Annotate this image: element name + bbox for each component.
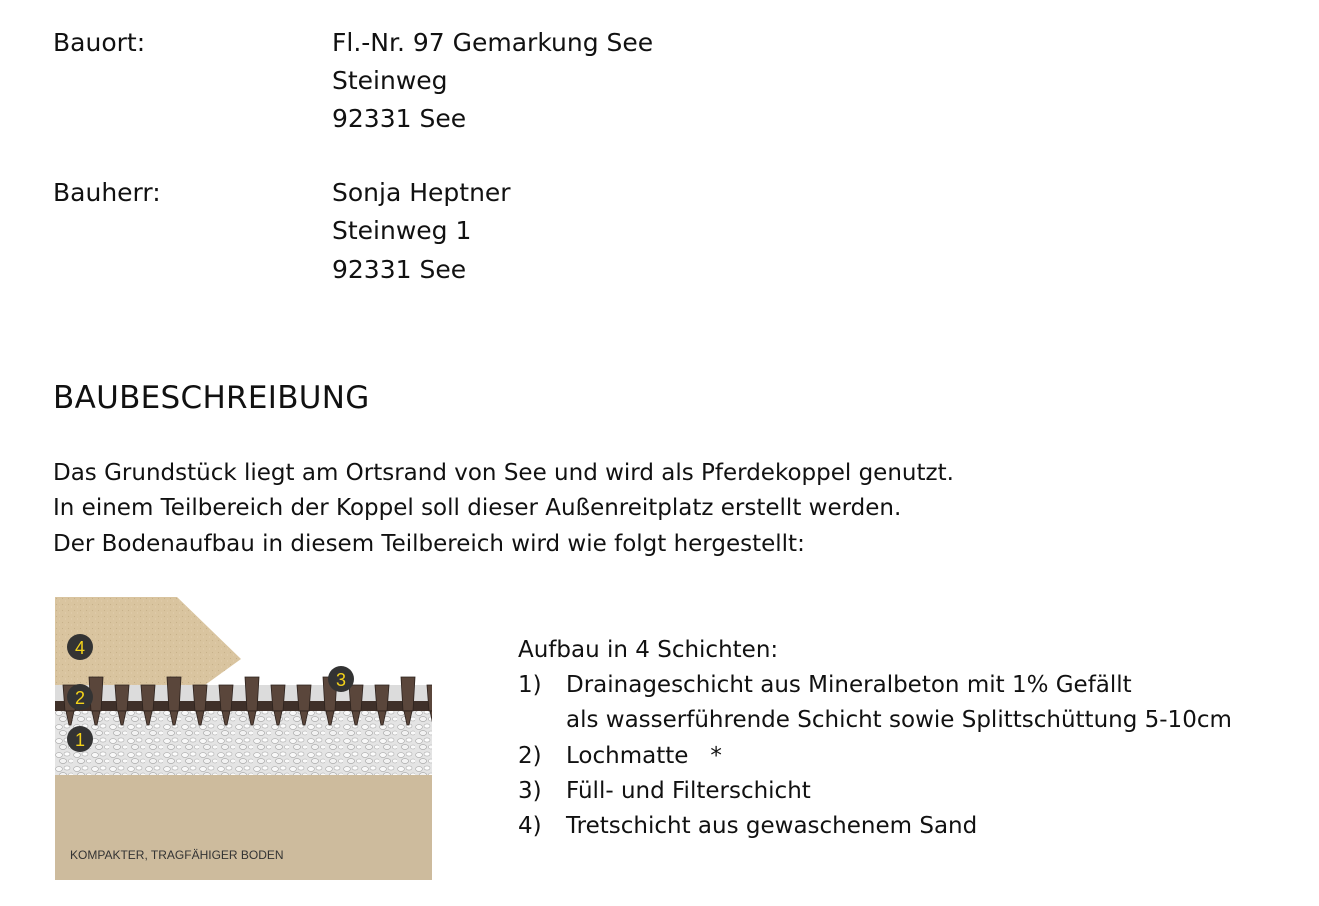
layer-number: 2): [518, 743, 542, 769]
svg-text:2: 2: [74, 688, 86, 708]
svg-text:4: 4: [74, 638, 86, 658]
mat-stud: [141, 685, 155, 711]
marker-1: [67, 726, 93, 752]
site-city: 92331 See: [332, 104, 467, 133]
mat-stud: [219, 685, 233, 711]
mat-stud: [115, 685, 129, 711]
site-street: Steinweg: [332, 66, 448, 95]
mat-stud: [349, 685, 363, 711]
client-name: Sonja Heptner: [332, 178, 511, 207]
layer-number: 1): [518, 672, 542, 698]
mat-stud: [271, 685, 285, 711]
description-line-1: Das Grundstück liegt am Ortsrand von See und wird als Pferdekoppel genutzt.: [53, 460, 954, 486]
client-city: 92331 See: [332, 255, 467, 284]
marker-2: [67, 684, 93, 710]
drainage-gravel: [55, 709, 432, 775]
diagram-caption: KOMPAKTER, TRAGFÄHIGER BODEN: [70, 848, 284, 862]
site-parcel: Fl.-Nr. 97 Gemarkung See: [332, 28, 654, 57]
description-line-2: In einem Teilbereich der Koppel soll dieser Außenreitplatz erstellt werden.: [53, 495, 902, 521]
marker-3: [328, 666, 354, 692]
mat-stud: [167, 677, 181, 711]
soil-layer-diagram: [55, 597, 432, 880]
mat-stud: [245, 677, 259, 711]
mat-stud: [193, 685, 207, 711]
client-label: Bauherr:: [53, 178, 161, 207]
layers-intro: Aufbau in 4 Schichten:: [518, 637, 779, 663]
layer-text: Füll- und Filterschicht: [566, 778, 811, 804]
perforated-mat: [55, 701, 432, 711]
mat-stud: [297, 685, 311, 711]
mat-stud: [401, 677, 415, 711]
description-line-3: Der Bodenaufbau in diesem Teilbereich wird wie folgt hergestellt:: [53, 531, 805, 557]
layer-text: Tretschicht aus gewaschenem Sand: [566, 813, 978, 839]
marker-4: [67, 634, 93, 660]
section-title: BAUBESCHREIBUNG: [53, 380, 370, 416]
layer-text-continuation: als wasserführende Schicht sowie Splittschüttung 5-10cm: [566, 707, 1232, 733]
svg-text:1: 1: [74, 730, 86, 750]
mat-stud: [375, 685, 389, 711]
svg-text:3: 3: [335, 670, 347, 690]
layer-number: 4): [518, 813, 542, 839]
client-street: Steinweg 1: [332, 216, 472, 245]
site-label: Bauort:: [53, 28, 146, 57]
layer-text: Lochmatte *: [566, 743, 722, 769]
layer-text: Drainageschicht aus Mineralbeton mit 1% Gefällt: [566, 672, 1132, 698]
compact-ground: [55, 773, 432, 880]
layer-number: 3): [518, 778, 542, 804]
